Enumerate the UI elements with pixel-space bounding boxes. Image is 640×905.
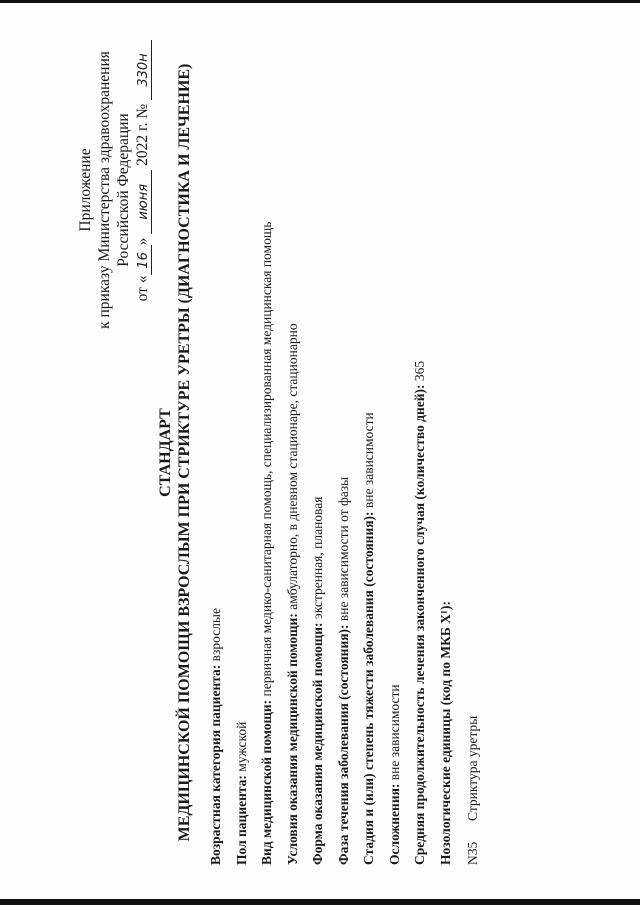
field-complications xyxy=(382,45,408,865)
field-care-conditions xyxy=(280,45,306,865)
field-label: Стадия и (или) степень тяжести заболевания (состояния): xyxy=(361,511,376,865)
date-prefix: от « xyxy=(134,275,151,302)
field-value: экстренная, плановая xyxy=(310,496,325,623)
field-value: 365 xyxy=(412,360,427,385)
field-nosology-units xyxy=(433,45,459,865)
field-value: вне зависимости xyxy=(386,684,402,784)
date-mid: » xyxy=(134,237,151,246)
field-disease-stage xyxy=(356,45,382,865)
field-value: вне зависимости xyxy=(361,412,376,512)
field-care-form xyxy=(305,45,331,865)
year-text: 2022 г. № xyxy=(134,103,151,166)
appendix-line-1: к приказу Министерства здравоохранения xyxy=(96,51,113,329)
icd-code: N35 xyxy=(465,841,480,865)
handwritten-day: 16 xyxy=(137,245,152,275)
field-value: взрослые xyxy=(208,608,223,665)
field-label: Пол пациента: xyxy=(233,775,249,865)
field-label: Нозологические единицы (код по МКБ X¹): xyxy=(437,601,453,865)
field-label: Вид медицинской помощи: xyxy=(259,699,274,865)
field-label: Возрастная категория пациента: xyxy=(208,664,223,865)
field-label: Средняя продолжительность лечения законченного случая (количество дней): xyxy=(412,384,427,865)
appendix-date-row xyxy=(133,40,152,340)
standard-subtitle: МЕДИЦИНСКОЙ ПОМОЩИ ВЗРОСЛЫМ ПРИ СТРИКТУРЕ УРЕТРЫ (ДИАГНОСТИКА И ЛЕЧЕНИЕ) xyxy=(176,63,193,842)
field-care-type xyxy=(254,45,280,865)
field-value: мужской xyxy=(233,721,249,776)
field-label: Фаза течения заболевания (состояния): xyxy=(335,624,351,865)
handwritten-order-number: 330н xyxy=(137,40,152,100)
appendix-line-2: Российской Федерации xyxy=(115,113,132,267)
nosology-row xyxy=(462,45,484,865)
field-label: Форма оказания медицинской помощи: xyxy=(310,622,325,865)
appendix-title: Приложение xyxy=(77,148,94,232)
handwritten-month: июня xyxy=(137,170,152,234)
standard-heading: СТАНДАРТ xyxy=(157,408,174,497)
document-title xyxy=(156,0,194,905)
field-disease-phase xyxy=(331,45,357,865)
standard-fields xyxy=(203,45,484,865)
field-value: первичная медико-санитарная помощь, специализированная медицинская помощь xyxy=(259,221,274,700)
field-label: Условия оказания медицинской помощи: xyxy=(284,613,300,865)
field-sex xyxy=(229,45,255,865)
field-value: амбулаторно, в дневном стационаре, стационарно xyxy=(284,323,300,614)
icd-name: Стриктура уретры xyxy=(465,715,480,821)
field-treatment-duration xyxy=(407,45,433,865)
field-label: Осложнения: xyxy=(386,783,402,865)
appendix-block xyxy=(76,40,152,340)
field-age-category xyxy=(203,45,229,865)
field-value: вне зависимости от фазы xyxy=(335,476,351,625)
